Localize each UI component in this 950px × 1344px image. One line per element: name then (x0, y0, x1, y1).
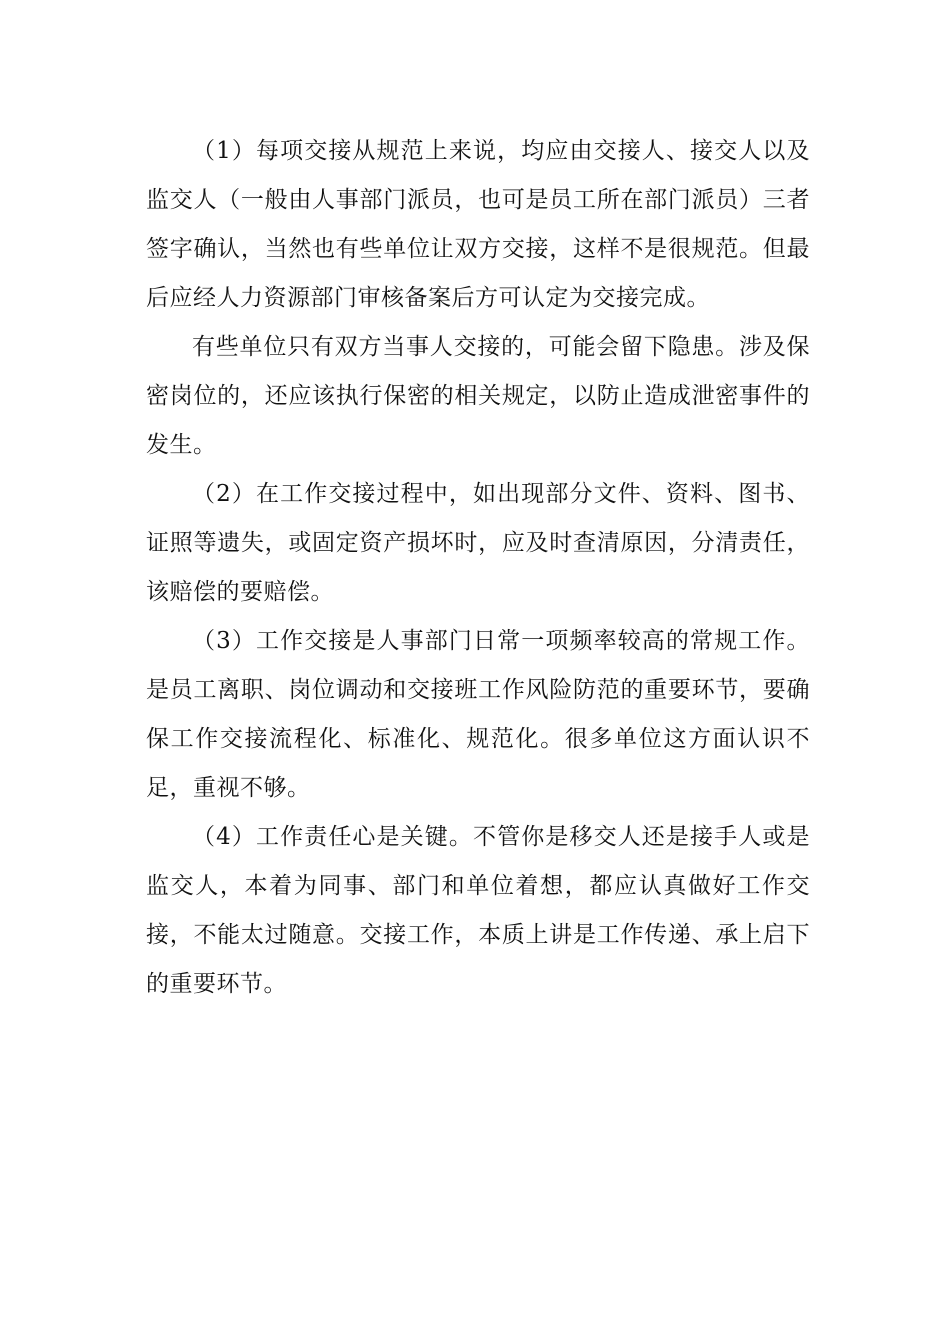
paragraph-item-2: （2）在工作交接过程中，如出现部分文件、资料、图书、证照等遗失，或固定资产损坏时，应及时查清原因，分清责任，该赔偿的要赔偿。 (146, 481, 810, 605)
document-body (146, 127, 810, 1009)
paragraph-item-4: （4）工作责任心是关键。不管你是移交人还是接手人或是监交人，本着为同事、部门和单位着想，都应认真做好工作交接，不能太过随意。交接工作，本质上讲是工作传递、承上启下的重要环节。 (146, 824, 810, 997)
paragraph-item-3: （3）工作交接是人事部门日常一项频率较高的常规工作。是员工离职、岗位调动和交接班工作风险防范的重要环节，要确保工作交接流程化、标准化、规范化。很多单位这方面认识不足，重视不够。 (146, 628, 810, 801)
paragraph-item-1: （1）每项交接从规范上来说，均应由交接人、接交人以及监交人（一般由人事部门派员，也可是员工所在部门派员）三者签字确认，当然也有些单位让双方交接，这样不是很规范。但最后应经人力资源部门审核备案后方可认定为交接完成。 (146, 138, 810, 311)
paragraph-note: 有些单位只有双方当事人交接的，可能会留下隐患。涉及保密岗位的，还应该执行保密的相关规定，以防止造成泄密事件的发生。 (146, 334, 810, 458)
